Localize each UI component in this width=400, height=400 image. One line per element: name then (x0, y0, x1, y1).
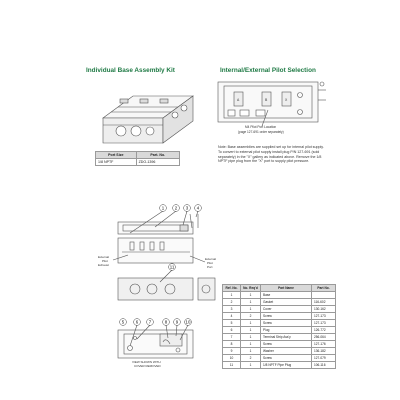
callout-number-6: 6 (135, 319, 139, 325)
table-row (223, 355, 336, 362)
table-cell: 5 (223, 320, 241, 327)
external-port-label-1: External (205, 257, 217, 261)
callout-number-2: 2 (174, 205, 178, 211)
view-caption-2: COVER REMOVED (134, 364, 161, 368)
table-cell: 6 (223, 327, 241, 334)
table-cell: 9 (223, 348, 241, 355)
table-cell: 1/8 NPTF Pipe Plug (261, 362, 312, 369)
table-cell: 2 (241, 313, 261, 320)
callout-number-7: 7 (148, 319, 152, 325)
table-cell: Gasket (261, 299, 312, 306)
callout-number-10: 10 (185, 319, 191, 325)
table-cell: 116-602 (312, 299, 336, 306)
table-cell: 1 (241, 299, 261, 306)
table-header: Port Size (96, 152, 137, 159)
table-cell: 1 (241, 348, 261, 355)
table-cell: Screw (261, 320, 312, 327)
table-row (223, 362, 336, 369)
table-cell: 127-079 (312, 355, 336, 362)
table-row (223, 327, 336, 334)
external-exhaust-label-3: Exhaust (98, 263, 109, 267)
table-cell: 3 (223, 306, 241, 313)
external-port-label-3: Port (207, 265, 213, 269)
external-exhaust-label-2: Pilot (102, 259, 108, 263)
callout-number-9: 9 (175, 319, 179, 325)
table-header: Part Name (261, 285, 312, 292)
table-cell: 2 (223, 299, 241, 306)
table-row (223, 313, 336, 320)
callout-number-11: 11 (169, 264, 175, 270)
table-cell: Cover (261, 306, 312, 313)
table-row (223, 334, 336, 341)
table-cell: 8 (223, 341, 241, 348)
svg-text:X: X (285, 98, 288, 102)
external-port-label-2: Pilot (207, 261, 213, 265)
view-caption-1: VIEW SHOWN WITH (132, 360, 161, 364)
table-cell: Screw (261, 355, 312, 362)
table-cell: 126-772 (312, 327, 336, 334)
table-cell: 127-176 (312, 341, 336, 348)
table-cell: 11 (223, 362, 241, 369)
table-cell: 1 (241, 334, 261, 341)
table-cell: 1 (241, 327, 261, 334)
table-row (223, 306, 336, 313)
pilot-note: Note: Base assemblies are supplied set up for internal pilot supply. To convert to external pilot supply install plug P/N 127-691 (sold separately) in the "X" gallery as indicated above. Remove the 1/8 NPTF pipe plug from the "X" port to supply pilot pressure. (218, 145, 324, 164)
table-row (223, 320, 336, 327)
table-cell: 4 (223, 313, 241, 320)
table-cell: 10 (223, 355, 241, 362)
callout-number-4: 4 (196, 205, 200, 211)
table-cell: Washer (261, 348, 312, 355)
pilot-port-callout: M4 Pilot Port Location (245, 125, 277, 129)
table-row (223, 348, 336, 355)
table-cell: Terminal Strip Ass'y (261, 334, 312, 341)
table-cell: 1 (241, 292, 261, 299)
callout-number-8: 8 (164, 319, 168, 325)
parts-table (222, 284, 336, 369)
svg-text:A: A (237, 98, 240, 102)
table-cell: 106-116 (312, 362, 336, 369)
pilot-selection-title: Internal/External Pilot Selection (220, 67, 316, 74)
table-cell: 1 (241, 320, 261, 327)
table-cell: 127-173 (312, 313, 336, 320)
callout-number-3: 3 (185, 205, 189, 211)
svg-text:B: B (265, 98, 268, 102)
table-row (223, 341, 336, 348)
table-cell (312, 292, 336, 299)
table-cell: 7 (223, 334, 241, 341)
table-cell: 136-182 (312, 348, 336, 355)
table-cell: Screw (261, 341, 312, 348)
table-cell: Screw (261, 313, 312, 320)
table-cell: ZDO-1396 (136, 159, 179, 166)
pilot-port-callout-sub: (page 127-691 order separately) (238, 130, 284, 134)
table-cell: 130-162 (312, 306, 336, 313)
table-cell: 1 (223, 292, 241, 299)
external-exhaust-label-1: External (98, 255, 110, 259)
table-cell: 1 (241, 306, 261, 313)
table-row (223, 292, 336, 299)
callout-number-1: 1 (161, 205, 165, 211)
table-cell: 256-064 (312, 334, 336, 341)
table-cell: 2 (241, 355, 261, 362)
table-header: Part No. (312, 285, 336, 292)
table-header: Part. No. (136, 152, 179, 159)
table-cell: Base (261, 292, 312, 299)
table-cell: 1/8 NPTF (96, 159, 137, 166)
table-row (223, 299, 336, 306)
table-cell: 1 (241, 341, 261, 348)
table-cell: 1 (241, 362, 261, 369)
callout-number-5: 5 (121, 319, 125, 325)
base-kit-title: Individual Base Assembly Kit (86, 67, 175, 74)
table-cell: Plug (261, 327, 312, 334)
table-header: No. Req'd (241, 285, 261, 292)
table-header: Ref. No. (223, 285, 241, 292)
table-cell: 127-173 (312, 320, 336, 327)
